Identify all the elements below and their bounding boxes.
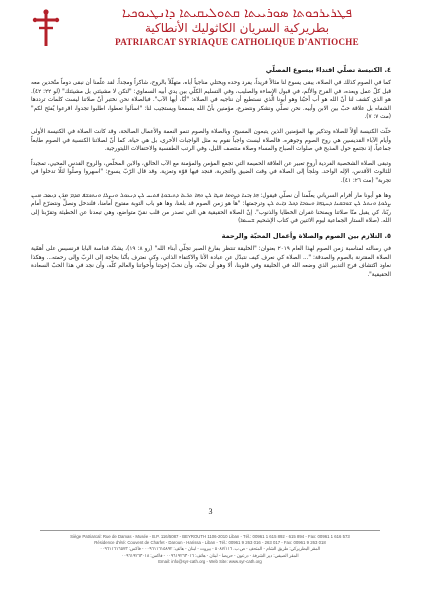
syriac-quote: ܗܐ ܙܒܢܐ ܕܨܘܡܐ ܡܛܐ ܠܢ ܘܗܐ ܬܪܥܐ ܕܬܝܒܘܬܐ ܦܬܝܚ ܠܢ ܕܢܥܘܠ ܘܢܨܠܐ ܘܢܬܟܫܦ ܩܕܡ ܡܪܢ ܕܢܣܒ ܡܢܢ ܨܠܘܬܐ ܘܢܬܠ ܠܢ ܫܘܒܩܢܐ ܕܚܛܗܐ ܘܚܘܒܐ ܕܟܠ ܕܐܝܬ ܠܢ bbox=[31, 192, 391, 208]
section-4-paragraph-2: حثّت الكنيسة أوّلاً للصلاة وتذكير بها المؤمنين الذين يتبعون المسيح، وبالصلاة والصوم تنمو النعمة والأعمال الصالحة، وقد كانت الصلاة في الكنيسة الأولى وأيام الآباء القديسين هي روح الصوم وجوهره. فالصلاة ليست واجباً نقوم به مثل الواجبات الأخرى، بل هي حياة. كما أنّ لصلاتنا الكنسية في الصوم طابعاً جماعياً، إذ نجتمع حول المذبح في صلوات الصباح والمساء وصلاة منتصف الليل، وفي الرتب الطقسية والاحتفالات الليتورجية. bbox=[31, 128, 391, 153]
letterhead-titles bbox=[72, 6, 402, 48]
section-4-paragraph-1: كما في الصوم كذلك في الصلاة، يبقى يسوع لنا مثالاً فريداً، يفرد وحده ويختلي مناجياً أباه، متهلّلاً بالروح، شاكراً ومجداً. لقد علّمنا أن نبقى دوماً متّحدين معه قبل كلّ عمل ويعده، في الفرح والألم، في قبول الإساءة والصليب، وفي التسليم الكلّي بين يدي أبيه السماوي: "لتكن لا مشيئتي بل مشيئتك" (لو ٢٢: ٤٢). هو الذي كشف لنا أنّ الله هو أب أحبّنا وهو أبونا الّذي نستطيع أن نناجيه في الصلاة: "أبّا، أيها الآب". فبالصلاة نحن نختبر أنّ صلاتنا ليست كلمات ترددها الشفاه بل علاقة حبّ بين الابن وأبيه. نحن نصلّي ونشكر ونتضرع، مؤمنين بأنّ الله يسمعنا ويستجيب لنا: "اسألوا تعطوا، اطلبوا تجدوا، اقرعوا يُفتَح لكم" (مت ٧: ٧). bbox=[31, 80, 391, 121]
section-4-paragraph-3: وتبقى الصلاة الشخصية الفردية أروع تعبير عن العلاقة الحميمة التي تجمع المؤمن والمؤمنة مع الآب الخالق، والابن المخلّص، والروح القدس المحيي، تمجيداً للثالوث الأقدس، الإله الواحد. ونلجأ إلى الصلاة في وقت الضيق والتجربة، فنجد فيها قوّة وتعزية. وقد قال الرّبّ يسوع: "اسهروا وصلّوا لئلّا تدخلوا في تجربة" (مت ٢٦: ٤١). bbox=[31, 160, 391, 184]
ephrem-quote-intro: وها هو أبونا مار أفرام السرياني يعلّمنا أن نصلّي فيقول: bbox=[260, 192, 392, 199]
section-5-title: ٥. التلازم بين الصوم والصلاة وأعمال المحبّة والرحمة bbox=[221, 231, 391, 240]
letterhead-footer bbox=[40, 530, 380, 565]
section-4-paragraph-4 bbox=[31, 192, 391, 226]
letter-body bbox=[31, 66, 391, 285]
footer-contact: Email: info@syr-cath.org - Web Site: www.syr-cath.org bbox=[158, 558, 262, 564]
footer-address-see: Siège Patriarcal: Rue de Damas - Musée - B.P. 116/5087 - BEYROUTH 1106-2010 Liban - Tél.: 00961 1 615 892 - 615 894 - Fax: 00961 1 616 573 bbox=[70, 534, 350, 539]
letterhead-french-title: PATRIARCAT SYRIAQUE CATHOLIQUE D'ANTIOCHE bbox=[115, 37, 359, 47]
letterhead-arabic-title: بطريركية السريان الكاثوليك الأنطاكية bbox=[144, 21, 330, 35]
page-number: 3 bbox=[208, 507, 213, 516]
footer-address-summer-arabic: المقر الصيفي: دير الشرفة - درعون - حريصا - لبنان - هاتف: ٠٠٩٦١٩٢٦٣٠١٦ - فاكس: ٠٠٩٦١٩٢٦٣٠١٨ bbox=[121, 552, 299, 558]
footer-address-see-arabic: المقر البطريركي: طريق الشام - المتحف - ص.ب. ٥٠٨٧/١١٦ - بيروت - لبنان - هاتف: ٠٠٩٦١١٦١٥٨٩٢ - فاكس: ٠٠٩٦١١٦١٦٥٧٣ bbox=[99, 546, 321, 552]
section-5-paragraph-1: في رسالته لمناسبة زمن الصوم لهذا العام ٢٠١٩ بعنوان: "الخليقة تنتظر بفارغ الصبر تجلّي أبناء الله" (رو ٨: ١٩)، يشدّد قداسة البابا فرنسيس على أهمّية الصلاة المقترنة بالصوم والصدقة: "... الصلاة كي نعرف كيف نتبدّل عن عبادة الأنا والاكتفاء الذاتي، وكي نعترف بأنّنا بحاجة إلى الربّ وإلى رحمته... وهكذا نعاود اكتشاف فرح التدبير الذي وضعه الله في الخليقة وفي قلوبنا، ألا وهو أن نحبّه، وأن نحبّ إخوتنا وأخواتنا والعالم كلّه، وأن نجد في هذا الحبّ السعادة الحقيقية". bbox=[31, 245, 391, 278]
letterhead-syriac-title: ܦܛܪܝܪܟܘܬܐ ܣܘܪܝܝܬܐ ܩܬܘܠܝܩܝܬܐ ܕܐܢܛܝܘܟܝܐ bbox=[122, 6, 352, 21]
footer-address-summer: Résidence d'été: Couvent de Charfet - Daroun - Harissa - Liban - Tél.: 00961 9 263 016 - 263 017 - Fax: 00961 9 263 018 bbox=[94, 540, 326, 546]
patriarchal-emblem-icon bbox=[30, 8, 62, 48]
section-4-title: ٤. الكنيسة تصلّي اقتداءً بيسوع المصلّي bbox=[265, 66, 391, 74]
quote-translation: وترجمتها: "ها هو زمن الصوم قد بلغنا، وها هو باب التوبة مفتوح أمامنا، فلندخل ونصلِّ ونتضرّع أمام ربّنا، كي يقبل منّا صلاتنا ويمنحنا غفران الخطايا والذنوب". إنّ الصلاة الحقيقية هي التي تصدر من قلب نقيّ متواضع، وهي تبعدنا عن الخطيئة وتقرّبنا إلى الله. bbox=[31, 201, 391, 225]
quote-source: (صلاة الستار الجماعية ليوم الاثنين في كتاب الإشحيم ܫܚܝܡܐ) bbox=[238, 218, 380, 225]
letterhead bbox=[0, 0, 421, 56]
